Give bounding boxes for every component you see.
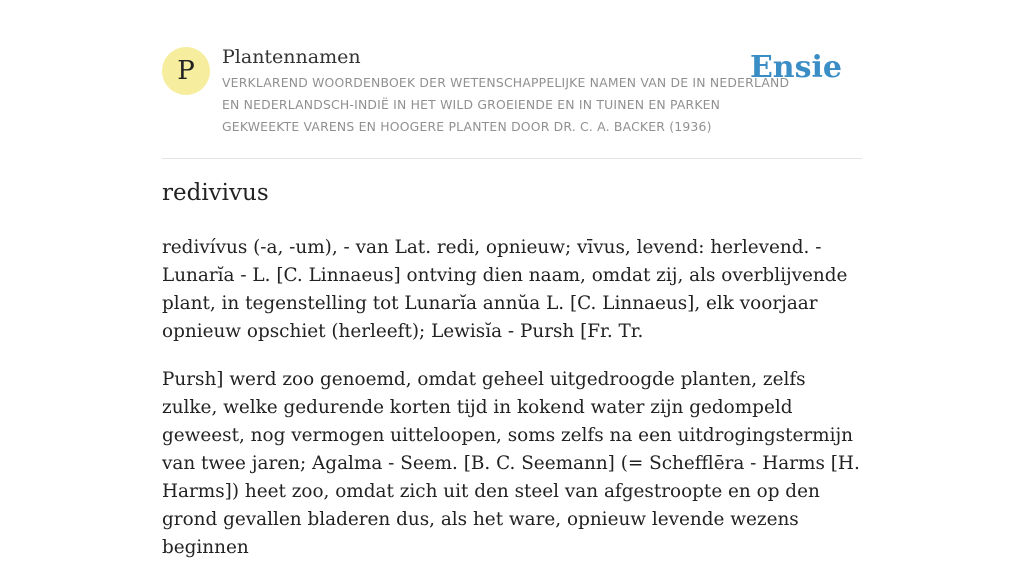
entry-content: [162, 234, 864, 582]
book-title[interactable]: Plantennamen: [222, 46, 361, 68]
entry-paragraph: Pursh] werd zoo genoemd, omdat geheel uitgedroogde planten, zelfs zulke, welke gedurende korten tijd in kokend water zijn gedompeld geweest, nog vermogen uitteloopen, soms zelfs na een uitdrogingstermijn van twee jaren; Agalma - Seem. [B. C. Seemann] (= Schefflēra - Harms [H. Harms]) heet zoo, omdat zich uit den steel van afgestroopte en op den grond gevallen bladeren dus, als het ware, opnieuw levende wezens beginnen: [162, 369, 860, 558]
book-avatar: P: [162, 47, 210, 95]
entry-title: redivivus: [162, 180, 269, 206]
book-subtitle: VERKLAREND WOORDENBOEK DER WETENSCHAPPELIJKE NAMEN VAN DE IN NEDERLAND EN NEDERLANDSCH-INDIË IN HET WILD GROEIENDE EN IN TUINEN EN PARKEN GEKWEEKTE VARENS EN HOOGERE PLANTEN DOOR DR. C. A. BACKER (1936): [222, 75, 790, 134]
book-header: [162, 44, 862, 159]
ensie-logo-link[interactable]: Ensie: [749, 50, 842, 85]
entry-paragraph: redivívus (-a, -um), - van Lat. redi, opnieuw; vīvus, levend: herlevend. - Lunarĭa - L. [C. Linnaeus] ontving dien naam, omdat zij, als overblijvende plant, in tegenstelling tot Lunarĭa annŭa L. [C. Linnaeus], elk voorjaar opnieuw opschiet (herleeft); Lewisĭa - Pursh [Fr. Tr.: [162, 237, 848, 342]
